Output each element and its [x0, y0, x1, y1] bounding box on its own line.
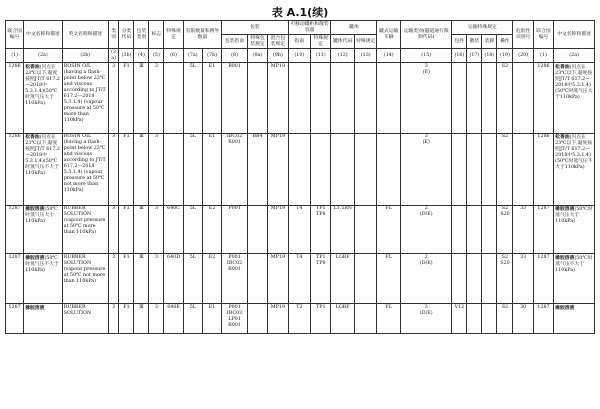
un-number: 1286	[6, 133, 24, 205]
header-portable-tanks: 可移动罐柜和散装容器	[288, 21, 331, 35]
special-packing-cell	[247, 304, 267, 334]
mixed-packing-cell: MP19	[268, 63, 288, 133]
packing-group-cell: Ⅲ	[134, 304, 149, 334]
packing-group-cell: Ⅲ	[134, 63, 149, 133]
transport-category	[401, 304, 452, 334]
mixed-packing-cell: MP19	[268, 254, 288, 304]
ts-loading-cell	[482, 254, 497, 304]
header-mixed-packing: 混合包装规定	[268, 35, 288, 49]
table-row	[6, 133, 595, 205]
col-number: (8)	[222, 49, 248, 63]
col-number: (19)	[497, 49, 513, 63]
col-number: (9b)	[268, 49, 288, 63]
col-number: (4)	[134, 49, 149, 63]
chinese-name-desc: (闪点在23℃以下,黏度按照JT/T 617.2—2018中5.3.1.4)(50℃时蒸气压大于110kPa)	[25, 65, 60, 106]
chinese-name-2-desc: (50℃时蒸气压不大于110kPa)	[555, 255, 593, 273]
ts-loading-cell	[482, 133, 497, 205]
chinese-name	[24, 304, 63, 334]
header-name-en: 英文名称和描述	[62, 21, 108, 49]
ts-operation	[497, 63, 513, 133]
packing-instruction	[222, 254, 248, 304]
dangerous-goods-table	[5, 20, 595, 334]
tank-special-item: TP8	[316, 212, 326, 218]
tank-special	[311, 205, 331, 253]
english-name: RUBBER SOLUTION (vapour pressure at 50℃ more than 110kPa)	[62, 205, 108, 253]
special-packing-cell	[247, 254, 267, 304]
excepted-quantity-cell: E1	[202, 63, 221, 133]
un-number: 1287	[6, 254, 24, 304]
english-name: ROSIN OIL (having a flash-point below 23℃ and viscous according to JT/T 617.2—2018 5.3.1.4) (vapour pressure at 50℃ not more than 110kPa)	[62, 133, 108, 205]
packing-group-cell: Ⅲ	[134, 254, 149, 304]
header-ts-operation: 操作	[497, 35, 513, 49]
transport-category	[401, 63, 452, 133]
tank-special-2-cell	[354, 304, 377, 334]
chinese-name-2-desc: (闪点在23℃以下,黏度按照JT/T 617.2—2018中5.3.1.4)(50℃时蒸气压不大于110kPa)	[555, 135, 593, 171]
chinese-name-2-desc: (50℃时蒸气压大于110kPa)	[555, 207, 593, 225]
header-name-cn: 中文名称和描述	[24, 21, 63, 49]
class-code-cell: F1	[119, 304, 134, 334]
limited-quantity-cell: 5L	[183, 133, 202, 205]
ts-packages-cell	[452, 133, 467, 205]
english-name: RUBBER SOLUTION	[62, 304, 108, 334]
ts-bulk-cell	[467, 254, 482, 304]
hazard-id-cell: 33	[513, 205, 533, 253]
tank-special-2-cell	[354, 205, 377, 253]
col-number: (12)	[331, 49, 355, 63]
hazard-id-cell: 30	[513, 304, 533, 334]
hazard-id-cell: 33	[513, 254, 533, 304]
packing-instruction-item: P001	[228, 304, 241, 310]
tank-special-2-cell	[354, 133, 377, 205]
chinese-name-2	[554, 63, 595, 133]
chinese-name-2-title: 松香油	[555, 64, 570, 71]
col-number: (1)	[6, 49, 24, 63]
tank-code-cell: L1.5BN	[331, 205, 355, 253]
header-un-no-2: 联合国编号	[533, 21, 553, 49]
header-tank-special-2: 特殊规定	[354, 35, 377, 49]
chinese-name-desc: (50℃时蒸气压大于110kPa)	[25, 207, 58, 225]
ts-loading-cell	[482, 205, 497, 253]
transport-category-value: 3	[424, 134, 428, 140]
ts-operation-item: S20	[500, 212, 510, 218]
tank-special-item: TP1	[316, 206, 326, 212]
packing-group-cell: Ⅲ	[134, 133, 149, 205]
transport-category	[401, 133, 452, 205]
ts-operation-item: S2	[501, 254, 509, 260]
ts-packages-cell	[452, 254, 467, 304]
col-number: (17)	[467, 49, 482, 63]
special-provision-cell	[164, 63, 183, 133]
tank-special-item: TP8	[316, 260, 326, 266]
col-number: (2b)	[62, 49, 108, 63]
transport-category	[401, 205, 452, 253]
special-provision-cell: 640E	[164, 304, 183, 334]
chinese-name-2	[554, 304, 595, 334]
label-cell: 3	[149, 254, 164, 304]
label-cell: 3	[149, 205, 164, 253]
packing-instruction	[222, 304, 248, 334]
col-number: (3a)	[108, 49, 119, 63]
chinese-name-2-title: 松香油	[555, 134, 570, 141]
tank-special	[311, 63, 331, 133]
class-code-cell: F1	[119, 133, 134, 205]
ts-bulk-cell	[467, 205, 482, 253]
header-transport-category: 运输类别(隧道通行限制代码)	[401, 21, 452, 49]
packing-instruction	[222, 133, 248, 205]
header-ts-packages: 包件	[452, 35, 467, 49]
chinese-name-title: 橡胶溶液	[25, 206, 45, 213]
chinese-name-title: 松香油	[25, 134, 40, 141]
header-special-provisions: 特殊规定	[164, 21, 183, 49]
class-cell: 3	[108, 205, 119, 253]
un-number-2: 1286	[533, 63, 553, 133]
packing-instruction-item: LP01	[228, 316, 241, 322]
ts-operation	[497, 254, 513, 304]
header-un-no: 联合国编号	[6, 21, 24, 49]
limited-quantity-cell: 5L	[183, 63, 202, 133]
header-tank-body: 罐体	[331, 21, 377, 35]
header-limited-excepted: 有限数量和例外数量	[183, 21, 222, 49]
tank-instruction-cell: T4	[288, 205, 310, 253]
header-hazard-id: 危险性识别号	[513, 21, 533, 49]
header-tank-vehicle: 罐式运输车辆	[377, 21, 401, 49]
english-name: ROSIN OIL (having a flash-point below 23℃ and viscous according to JT/T 617.2—2018 5.3.1.4) (vapour pressure at 50℃ more than 110kPa)	[62, 63, 108, 133]
special-packing-cell: BB4	[247, 133, 267, 205]
header-packing-group: 包装类别	[134, 21, 149, 49]
chinese-name-desc: (闪点在23℃以下,黏度按照JT/T 617.2—2018中5.3.1.4)(50℃时蒸气压不大于110kPa)	[25, 135, 60, 177]
chinese-name-2-desc: (闪点在23℃以下,黏度按照JT/T 617.2—2018中5.3.1.4)(50℃时蒸气压大于110kPa)	[555, 65, 593, 100]
chinese-name-2	[554, 205, 595, 253]
column-number-row	[6, 49, 595, 63]
chinese-name-desc: (50℃时蒸气压不大于110kPa)	[25, 255, 59, 273]
header-ts-bulk: 散装	[467, 35, 482, 49]
un-number: 1287	[6, 205, 24, 253]
table-row	[6, 254, 595, 304]
table-row	[6, 304, 595, 334]
packing-instruction-item: R001	[228, 266, 241, 272]
ts-bulk-cell	[467, 63, 482, 133]
ts-packages-cell: V12	[452, 304, 467, 334]
table-header	[6, 21, 595, 63]
class-cell: 3	[108, 63, 119, 133]
tank-code-cell: LGBF	[331, 304, 355, 334]
packing-instruction-item: IBC02	[226, 260, 243, 266]
label-cell: 3	[149, 63, 164, 133]
hazard-id-cell	[513, 133, 533, 205]
header-ts-loading: 装卸	[482, 35, 497, 49]
un-number-2: 1286	[533, 133, 553, 205]
header-packaging: 包装	[222, 21, 288, 35]
un-number-2: 1287	[533, 254, 553, 304]
tank-instruction-cell	[288, 133, 310, 205]
header-packing-instructions: 包装指南	[222, 35, 248, 49]
mixed-packing-cell: MP19	[268, 304, 288, 334]
chinese-name-title: 松香油	[25, 64, 40, 71]
class-cell: 3	[108, 304, 119, 334]
header-class: 类别	[108, 21, 119, 49]
chinese-name-2-title: 橡胶溶液	[555, 304, 575, 311]
excepted-quantity-cell: E2	[202, 205, 221, 253]
ts-operation-item: S2	[501, 304, 509, 310]
col-number: (5)	[149, 49, 164, 63]
class-cell: 3	[108, 254, 119, 304]
ts-operation-item: S2	[501, 64, 509, 70]
chinese-name-2-title: 橡胶溶液	[555, 206, 575, 213]
tunnel-code: (D/E)	[419, 310, 433, 316]
special-provision-cell: 640D	[164, 254, 183, 304]
excepted-quantity-cell: E2	[202, 254, 221, 304]
chinese-name-2	[554, 254, 595, 304]
col-number: (15)	[401, 49, 452, 63]
special-provision-cell: 640C	[164, 205, 183, 253]
packing-instruction	[222, 63, 248, 133]
chinese-name-2-title: 橡胶溶液	[555, 254, 575, 261]
ts-operation-item: S2	[501, 134, 509, 140]
transport-category-value: 3	[424, 64, 428, 70]
packing-instruction-item: IBC02	[226, 134, 243, 140]
ts-bulk-cell	[467, 304, 482, 334]
mixed-packing-cell: MP19	[268, 133, 288, 205]
header-transport-special: 运输特殊规定	[452, 21, 513, 35]
packing-instruction-item: B001	[228, 64, 241, 70]
ts-operation-item: S2	[501, 206, 509, 212]
tank-vehicle-cell	[377, 63, 401, 133]
tank-code-cell	[331, 63, 355, 133]
ts-operation-item: S20	[500, 260, 510, 266]
chinese-name-2	[554, 133, 595, 205]
transport-category-value: 2	[424, 254, 428, 260]
tank-instruction-cell: T4	[288, 254, 310, 304]
limited-quantity-cell: 5L	[183, 205, 202, 253]
col-number: (20)	[513, 49, 533, 63]
table-body	[6, 63, 595, 334]
label-cell: 3	[149, 304, 164, 334]
chinese-name	[24, 133, 63, 205]
label-cell: 3	[149, 133, 164, 205]
table-row	[6, 205, 595, 253]
mixed-packing-cell: MP19	[268, 205, 288, 253]
tank-code-cell	[331, 133, 355, 205]
tank-vehicle-cell: FL	[377, 254, 401, 304]
tank-instruction-cell: T2	[288, 304, 310, 334]
col-number: (2a)	[24, 49, 63, 63]
tank-special-item: TP1	[316, 304, 326, 310]
english-name: RUBBER SOLUTION (vapour pressure at 50℃ not more than 110kPa)	[62, 254, 108, 304]
packing-instruction-item: P001	[228, 254, 241, 260]
header-name-cn-2: 中文名称和描述	[554, 21, 595, 49]
col-number: (9a)	[247, 49, 267, 63]
special-packing-cell	[247, 205, 267, 253]
special-provision-cell	[164, 133, 183, 205]
special-packing-cell	[247, 63, 267, 133]
chinese-name	[24, 63, 63, 133]
tank-special	[311, 304, 331, 334]
tank-code-cell: LGBF	[331, 254, 355, 304]
header-class-code: 分类代码	[119, 21, 134, 49]
hazard-id-cell	[513, 63, 533, 133]
ts-operation	[497, 304, 513, 334]
ts-packages-cell	[452, 205, 467, 253]
class-code-cell: F1	[119, 63, 134, 133]
chinese-name	[24, 205, 63, 253]
transport-category	[401, 254, 452, 304]
tank-special	[311, 254, 331, 304]
col-number: (2a)	[554, 49, 595, 63]
col-number: (11)	[311, 49, 331, 63]
class-code-cell: F1	[119, 205, 134, 253]
tank-vehicle-cell	[377, 133, 401, 205]
tunnel-code: (E)	[422, 140, 430, 146]
chinese-name-title: 橡胶溶液	[25, 254, 45, 261]
ts-operation	[497, 133, 513, 205]
page-title: 表 A.1(续)	[271, 6, 329, 19]
table-row	[6, 63, 595, 133]
un-number: 1287	[6, 304, 24, 334]
chinese-name	[24, 254, 63, 304]
transport-category-value: 3	[424, 304, 428, 310]
tank-special-2-cell	[354, 63, 377, 133]
excepted-quantity-cell: E1	[202, 304, 221, 334]
col-number: (18)	[482, 49, 497, 63]
un-number-2: 1287	[533, 205, 553, 253]
un-number-2: 1287	[533, 304, 553, 334]
class-cell: 3	[108, 133, 119, 205]
packing-instruction-item: R001	[228, 322, 241, 328]
tank-vehicle-cell: FL	[377, 205, 401, 253]
un-number: 1286	[6, 63, 24, 133]
header-tank-special: 特殊规定	[311, 35, 331, 49]
col-number: (7a)	[183, 49, 202, 63]
col-number: (14)	[377, 49, 401, 63]
tunnel-code: (D/E)	[419, 260, 433, 266]
ts-loading-cell	[482, 63, 497, 133]
col-number: (13)	[354, 49, 377, 63]
packing-instruction-item: R001	[228, 140, 241, 146]
col-number: (16)	[452, 49, 467, 63]
chinese-name-title: 橡胶溶液	[25, 304, 45, 311]
excepted-quantity-cell: E1	[202, 133, 221, 205]
header-label: 标志	[149, 21, 164, 49]
header-tank-code: 罐体代码	[331, 35, 355, 49]
ts-packages-cell	[452, 63, 467, 133]
tunnel-code: (D/E)	[419, 212, 433, 218]
tank-special-2-cell	[354, 254, 377, 304]
col-number: (10)	[288, 49, 310, 63]
tunnel-code: (E)	[422, 70, 430, 76]
header-tank-instructions: 指南	[288, 35, 310, 49]
tank-vehicle-cell: FL	[377, 304, 401, 334]
packing-instruction-item: P001	[228, 206, 241, 212]
col-number: (1)	[533, 49, 553, 63]
tank-special	[311, 133, 331, 205]
header-special-packing: 特殊包装规定	[247, 35, 267, 49]
col-number: (7b)	[202, 49, 221, 63]
tank-instruction-cell	[288, 63, 310, 133]
packing-group-cell: Ⅲ	[134, 205, 149, 253]
col-number: (3b)	[119, 49, 134, 63]
ts-loading-cell	[482, 304, 497, 334]
packing-instruction	[222, 205, 248, 253]
transport-category-value: 2	[424, 206, 428, 212]
limited-quantity-cell: 5L	[183, 254, 202, 304]
packing-instruction-item: IBC03	[226, 310, 243, 316]
limited-quantity-cell: 5L	[183, 304, 202, 334]
col-number: (6)	[164, 49, 183, 63]
ts-operation	[497, 205, 513, 253]
ts-bulk-cell	[467, 133, 482, 205]
class-code-cell: F1	[119, 254, 134, 304]
tank-special-item: TP1	[316, 254, 326, 260]
